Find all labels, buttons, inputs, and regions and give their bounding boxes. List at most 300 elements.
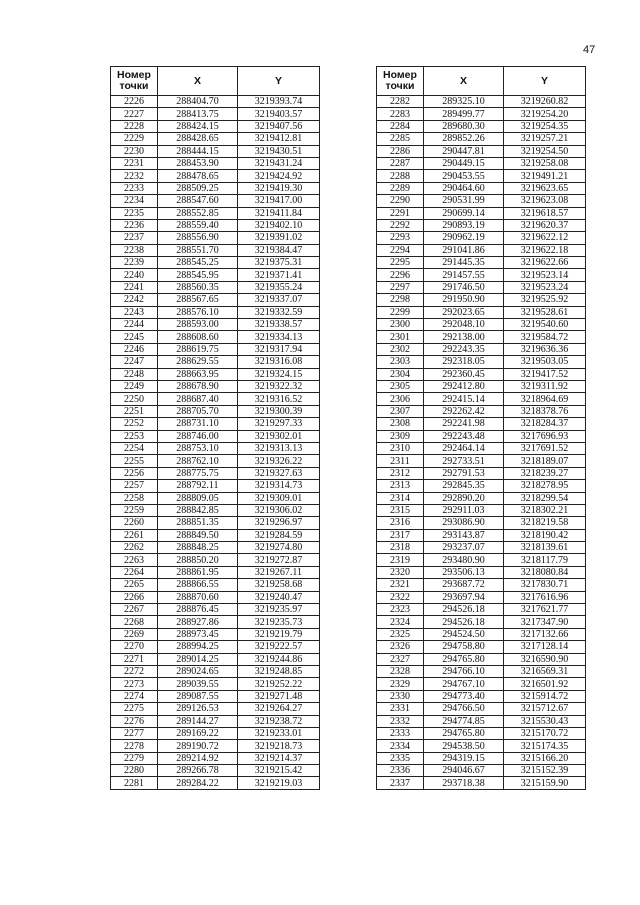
cell-y: 3219322.32 xyxy=(238,380,320,392)
cell-point-number: 2237 xyxy=(111,232,158,244)
table-row xyxy=(111,430,320,442)
cell-point-number: 2235 xyxy=(111,207,158,219)
cell-x: 290447.81 xyxy=(424,145,504,157)
table-row xyxy=(377,182,586,194)
cell-y: 3217696.93 xyxy=(504,430,586,442)
table-row xyxy=(111,504,320,516)
cell-point-number: 2283 xyxy=(377,108,424,120)
cell-y: 3219244.86 xyxy=(238,653,320,665)
cell-y: 3219219.79 xyxy=(238,628,320,640)
cell-x: 288593.00 xyxy=(158,319,238,331)
table-row xyxy=(377,108,586,120)
cell-x: 289325.10 xyxy=(424,96,504,108)
cell-x: 290893.19 xyxy=(424,219,504,231)
table-row xyxy=(377,405,586,417)
cell-x: 288850.20 xyxy=(158,554,238,566)
cell-point-number: 2234 xyxy=(111,195,158,207)
cell-x: 290449.15 xyxy=(424,157,504,169)
table-row xyxy=(377,257,586,269)
cell-point-number: 2229 xyxy=(111,133,158,145)
cell-point-number: 2328 xyxy=(377,665,424,677)
cell-point-number: 2306 xyxy=(377,393,424,405)
table-row xyxy=(111,133,320,145)
cell-x: 293480.90 xyxy=(424,554,504,566)
cell-y: 3219338.57 xyxy=(238,319,320,331)
table-row xyxy=(111,628,320,640)
cell-point-number: 2329 xyxy=(377,678,424,690)
cell-y: 3219636.36 xyxy=(504,343,586,355)
cell-point-number: 2278 xyxy=(111,740,158,752)
cell-x: 289144.27 xyxy=(158,715,238,727)
table-row xyxy=(111,492,320,504)
cell-y: 3218239.27 xyxy=(504,467,586,479)
table-row xyxy=(377,269,586,281)
cell-y: 3219314.73 xyxy=(238,480,320,492)
table-row xyxy=(111,777,320,789)
table-row xyxy=(111,157,320,169)
cell-point-number: 2314 xyxy=(377,492,424,504)
cell-x: 288705.70 xyxy=(158,405,238,417)
table-row xyxy=(111,405,320,417)
cell-x: 289852.26 xyxy=(424,133,504,145)
table-row xyxy=(111,653,320,665)
cell-point-number: 2240 xyxy=(111,269,158,281)
table-row xyxy=(111,542,320,554)
table-row xyxy=(111,455,320,467)
cell-y: 3215166.20 xyxy=(504,752,586,764)
table-row xyxy=(377,331,586,343)
cell-x: 289214.92 xyxy=(158,752,238,764)
cell-x: 288608.60 xyxy=(158,331,238,343)
cell-y: 3219258.08 xyxy=(504,157,586,169)
table-row xyxy=(111,740,320,752)
cell-y: 3216501.92 xyxy=(504,678,586,690)
cell-point-number: 2287 xyxy=(377,157,424,169)
cell-x: 291445.35 xyxy=(424,257,504,269)
cell-x: 288851.35 xyxy=(158,517,238,529)
table-row xyxy=(377,542,586,554)
table-row xyxy=(377,641,586,653)
cell-point-number: 2261 xyxy=(111,529,158,541)
cell-point-number: 2227 xyxy=(111,108,158,120)
cell-x: 293718.38 xyxy=(424,777,504,789)
cell-x: 292464.14 xyxy=(424,442,504,454)
cell-y: 3219326.22 xyxy=(238,455,320,467)
table-row xyxy=(111,145,320,157)
cell-x: 294046.67 xyxy=(424,765,504,777)
cell-y: 3215170.72 xyxy=(504,727,586,739)
cell-point-number: 2249 xyxy=(111,380,158,392)
cell-point-number: 2258 xyxy=(111,492,158,504)
cell-x: 289190.72 xyxy=(158,740,238,752)
cell-point-number: 2320 xyxy=(377,566,424,578)
cell-point-number: 2239 xyxy=(111,257,158,269)
cell-y: 3215914.72 xyxy=(504,690,586,702)
table-row xyxy=(111,96,320,108)
cell-point-number: 2236 xyxy=(111,219,158,231)
cell-x: 288762.10 xyxy=(158,455,238,467)
table-row xyxy=(111,665,320,677)
table-row xyxy=(111,715,320,727)
cell-y: 3219419.30 xyxy=(238,182,320,194)
table-row xyxy=(377,579,586,591)
cell-x: 288809.05 xyxy=(158,492,238,504)
table-row xyxy=(111,219,320,231)
cell-y: 3219264.27 xyxy=(238,703,320,715)
table-row xyxy=(377,604,586,616)
cell-y: 3219402.10 xyxy=(238,219,320,231)
table-row xyxy=(377,157,586,169)
cell-point-number: 2289 xyxy=(377,182,424,194)
table-row xyxy=(111,641,320,653)
cell-point-number: 2303 xyxy=(377,356,424,368)
cell-x: 288404.70 xyxy=(158,96,238,108)
table-row xyxy=(377,628,586,640)
cell-y: 3219235.97 xyxy=(238,604,320,616)
cell-x: 288870.60 xyxy=(158,591,238,603)
cell-x: 292360.45 xyxy=(424,368,504,380)
cell-x: 289024.65 xyxy=(158,665,238,677)
cell-y: 3219316.52 xyxy=(238,393,320,405)
cell-x: 292890.20 xyxy=(424,492,504,504)
cell-point-number: 2233 xyxy=(111,182,158,194)
cell-point-number: 2252 xyxy=(111,418,158,430)
cell-x: 288413.75 xyxy=(158,108,238,120)
cell-point-number: 2263 xyxy=(111,554,158,566)
cell-y: 3219623.65 xyxy=(504,182,586,194)
cell-point-number: 2334 xyxy=(377,740,424,752)
cell-y: 3219248.85 xyxy=(238,665,320,677)
cell-y: 3219424.92 xyxy=(238,170,320,182)
cell-x: 288876.45 xyxy=(158,604,238,616)
cell-y: 3219296.97 xyxy=(238,517,320,529)
cell-x: 292241.98 xyxy=(424,418,504,430)
cell-point-number: 2238 xyxy=(111,244,158,256)
cell-point-number: 2290 xyxy=(377,195,424,207)
cell-x: 294774.85 xyxy=(424,715,504,727)
cell-y: 3219254.20 xyxy=(504,108,586,120)
cell-y: 3219391.02 xyxy=(238,232,320,244)
table-row xyxy=(111,616,320,628)
cell-y: 3219324.15 xyxy=(238,368,320,380)
cell-point-number: 2317 xyxy=(377,529,424,541)
table-row xyxy=(377,752,586,764)
cell-x: 288556.90 xyxy=(158,232,238,244)
cell-x: 289014.25 xyxy=(158,653,238,665)
cell-x: 293687.72 xyxy=(424,579,504,591)
cell-point-number: 2311 xyxy=(377,455,424,467)
table-row xyxy=(377,133,586,145)
cell-y: 3219233.01 xyxy=(238,727,320,739)
cell-point-number: 2276 xyxy=(111,715,158,727)
table-row xyxy=(377,393,586,405)
cell-point-number: 2253 xyxy=(111,430,158,442)
cell-point-number: 2242 xyxy=(111,294,158,306)
cell-y: 3217830.71 xyxy=(504,579,586,591)
column-header-point-number: Номер точки xyxy=(377,67,424,96)
cell-point-number: 2269 xyxy=(111,628,158,640)
cell-point-number: 2256 xyxy=(111,467,158,479)
cell-point-number: 2291 xyxy=(377,207,424,219)
cell-x: 292138.00 xyxy=(424,331,504,343)
cell-y: 3219355.24 xyxy=(238,281,320,293)
cell-point-number: 2275 xyxy=(111,703,158,715)
cell-x: 294773.40 xyxy=(424,690,504,702)
cell-y: 3219272.87 xyxy=(238,554,320,566)
column-header-point-number: Номер точки xyxy=(111,67,158,96)
cell-y: 3219584.72 xyxy=(504,331,586,343)
table-row xyxy=(111,442,320,454)
cell-point-number: 2271 xyxy=(111,653,158,665)
page-number: 47 xyxy=(583,44,596,56)
cell-x: 289169.22 xyxy=(158,727,238,739)
cell-x: 294765.80 xyxy=(424,727,504,739)
cell-x: 289680.30 xyxy=(424,120,504,132)
cell-y: 3219254.50 xyxy=(504,145,586,157)
cell-point-number: 2313 xyxy=(377,480,424,492)
cell-point-number: 2285 xyxy=(377,133,424,145)
cell-x: 292415.14 xyxy=(424,393,504,405)
cell-y: 3215712.67 xyxy=(504,703,586,715)
cell-point-number: 2226 xyxy=(111,96,158,108)
cell-x: 288629.55 xyxy=(158,356,238,368)
cell-y: 3219267.11 xyxy=(238,566,320,578)
cell-y: 3216590.90 xyxy=(504,653,586,665)
cell-y: 3217616.96 xyxy=(504,591,586,603)
cell-y: 3219622.12 xyxy=(504,232,586,244)
table-row xyxy=(111,678,320,690)
cell-x: 288424.15 xyxy=(158,120,238,132)
cell-x: 294526.18 xyxy=(424,616,504,628)
table-row xyxy=(377,232,586,244)
table-row xyxy=(377,244,586,256)
cell-y: 3219371.41 xyxy=(238,269,320,281)
cell-point-number: 2279 xyxy=(111,752,158,764)
cell-y: 3216569.31 xyxy=(504,665,586,677)
cell-y: 3219306.02 xyxy=(238,504,320,516)
cell-point-number: 2254 xyxy=(111,442,158,454)
cell-point-number: 2316 xyxy=(377,517,424,529)
cell-x: 292243.48 xyxy=(424,430,504,442)
cell-point-number: 2319 xyxy=(377,554,424,566)
table-row xyxy=(377,665,586,677)
cell-x: 288792.11 xyxy=(158,480,238,492)
cell-x: 292048.10 xyxy=(424,319,504,331)
cell-y: 3219411.84 xyxy=(238,207,320,219)
table-row xyxy=(111,207,320,219)
table-row xyxy=(111,467,320,479)
cell-y: 3219238.72 xyxy=(238,715,320,727)
table-header-row xyxy=(377,67,586,96)
cell-x: 289499.77 xyxy=(424,108,504,120)
table-row xyxy=(111,727,320,739)
cell-point-number: 2231 xyxy=(111,157,158,169)
cell-x: 288866.55 xyxy=(158,579,238,591)
table-row xyxy=(111,393,320,405)
cell-x: 288775.75 xyxy=(158,467,238,479)
cell-point-number: 2318 xyxy=(377,542,424,554)
cell-y: 3219431.24 xyxy=(238,157,320,169)
cell-y: 3219523.24 xyxy=(504,281,586,293)
cell-x: 292911.03 xyxy=(424,504,504,516)
cell-point-number: 2277 xyxy=(111,727,158,739)
cell-x: 288547.60 xyxy=(158,195,238,207)
cell-x: 288746.00 xyxy=(158,430,238,442)
table-row xyxy=(377,455,586,467)
cell-y: 3219623.08 xyxy=(504,195,586,207)
table-row xyxy=(111,554,320,566)
coordinates-table-right xyxy=(376,66,586,790)
cell-point-number: 2267 xyxy=(111,604,158,616)
cell-x: 288560.35 xyxy=(158,281,238,293)
cell-y: 3219491.21 xyxy=(504,170,586,182)
table-row xyxy=(111,690,320,702)
cell-y: 3217621.77 xyxy=(504,604,586,616)
cell-x: 288849.50 xyxy=(158,529,238,541)
cell-x: 292243.35 xyxy=(424,343,504,355)
table-row xyxy=(111,566,320,578)
table-row xyxy=(377,356,586,368)
table-header-row xyxy=(111,67,320,96)
cell-x: 290453.55 xyxy=(424,170,504,182)
cell-y: 3219393.74 xyxy=(238,96,320,108)
cell-point-number: 2294 xyxy=(377,244,424,256)
cell-point-number: 2332 xyxy=(377,715,424,727)
cell-x: 288973.45 xyxy=(158,628,238,640)
table-row xyxy=(377,380,586,392)
cell-point-number: 2268 xyxy=(111,616,158,628)
table-row xyxy=(111,244,320,256)
cell-y: 3219218.73 xyxy=(238,740,320,752)
table-row xyxy=(377,306,586,318)
cell-x: 294766.10 xyxy=(424,665,504,677)
cell-y: 3219375.31 xyxy=(238,257,320,269)
cell-y: 3219503.05 xyxy=(504,356,586,368)
column-header-y: Y xyxy=(504,67,586,96)
cell-point-number: 2260 xyxy=(111,517,158,529)
cell-x: 294758.80 xyxy=(424,641,504,653)
table-row xyxy=(377,727,586,739)
cell-y: 3219417.52 xyxy=(504,368,586,380)
cell-y: 3219311.92 xyxy=(504,380,586,392)
cell-y: 3215159.90 xyxy=(504,777,586,789)
cell-x: 294526.18 xyxy=(424,604,504,616)
cell-x: 288731.10 xyxy=(158,418,238,430)
table-row xyxy=(111,480,320,492)
cell-point-number: 2292 xyxy=(377,219,424,231)
table-row xyxy=(377,703,586,715)
cell-point-number: 2331 xyxy=(377,703,424,715)
table-row xyxy=(111,195,320,207)
table-row xyxy=(377,145,586,157)
cell-x: 291457.55 xyxy=(424,269,504,281)
cell-y: 3219274.80 xyxy=(238,542,320,554)
cell-point-number: 2246 xyxy=(111,343,158,355)
cell-point-number: 2241 xyxy=(111,281,158,293)
cell-point-number: 2264 xyxy=(111,566,158,578)
cell-point-number: 2230 xyxy=(111,145,158,157)
cell-x: 290962.19 xyxy=(424,232,504,244)
cell-y: 3218299.54 xyxy=(504,492,586,504)
cell-y: 3219252.22 xyxy=(238,678,320,690)
cell-point-number: 2310 xyxy=(377,442,424,454)
cell-x: 288552.85 xyxy=(158,207,238,219)
cell-y: 3219222.57 xyxy=(238,641,320,653)
table-row xyxy=(111,591,320,603)
cell-x: 292318.05 xyxy=(424,356,504,368)
table-row xyxy=(111,281,320,293)
cell-y: 3218080.84 xyxy=(504,566,586,578)
cell-point-number: 2321 xyxy=(377,579,424,591)
coordinates-table-left xyxy=(110,66,320,790)
cell-point-number: 2336 xyxy=(377,765,424,777)
cell-point-number: 2262 xyxy=(111,542,158,554)
cell-y: 3218189.07 xyxy=(504,455,586,467)
cell-y: 3215152.39 xyxy=(504,765,586,777)
cell-y: 3217132.66 xyxy=(504,628,586,640)
cell-y: 3218378.76 xyxy=(504,405,586,417)
cell-y: 3219332.59 xyxy=(238,306,320,318)
cell-x: 290699.14 xyxy=(424,207,504,219)
table-row xyxy=(111,604,320,616)
cell-y: 3219430.51 xyxy=(238,145,320,157)
cell-y: 3219327.63 xyxy=(238,467,320,479)
cell-x: 291746.50 xyxy=(424,281,504,293)
table-row xyxy=(377,170,586,182)
cell-x: 288753.10 xyxy=(158,442,238,454)
cell-y: 3219334.13 xyxy=(238,331,320,343)
cell-point-number: 2251 xyxy=(111,405,158,417)
cell-y: 3219313.13 xyxy=(238,442,320,454)
table-row xyxy=(377,777,586,789)
cell-point-number: 2228 xyxy=(111,120,158,132)
cell-y: 3218219.58 xyxy=(504,517,586,529)
table-row xyxy=(377,517,586,529)
table-row xyxy=(377,195,586,207)
cell-x: 293237.07 xyxy=(424,542,504,554)
cell-x: 288842.85 xyxy=(158,504,238,516)
table-row xyxy=(377,529,586,541)
table-row xyxy=(377,480,586,492)
cell-point-number: 2257 xyxy=(111,480,158,492)
cell-point-number: 2274 xyxy=(111,690,158,702)
cell-x: 292733.51 xyxy=(424,455,504,467)
table-row xyxy=(377,492,586,504)
column-header-x: X xyxy=(424,67,504,96)
cell-y: 3219317.94 xyxy=(238,343,320,355)
cell-y: 3219407.56 xyxy=(238,120,320,132)
cell-y: 3219528.61 xyxy=(504,306,586,318)
cell-point-number: 2312 xyxy=(377,467,424,479)
cell-x: 288545.95 xyxy=(158,269,238,281)
table-row xyxy=(111,418,320,430)
cell-x: 293086.90 xyxy=(424,517,504,529)
cell-x: 288567.65 xyxy=(158,294,238,306)
table-row xyxy=(377,566,586,578)
cell-y: 3215174.35 xyxy=(504,740,586,752)
cell-point-number: 2248 xyxy=(111,368,158,380)
cell-x: 288619.75 xyxy=(158,343,238,355)
cell-y: 3217128.14 xyxy=(504,641,586,653)
cell-x: 288848.25 xyxy=(158,542,238,554)
cell-x: 294766.50 xyxy=(424,703,504,715)
table-row xyxy=(377,96,586,108)
table-row xyxy=(377,690,586,702)
cell-point-number: 2326 xyxy=(377,641,424,653)
cell-x: 288453.90 xyxy=(158,157,238,169)
table-row xyxy=(377,504,586,516)
table-row xyxy=(377,467,586,479)
